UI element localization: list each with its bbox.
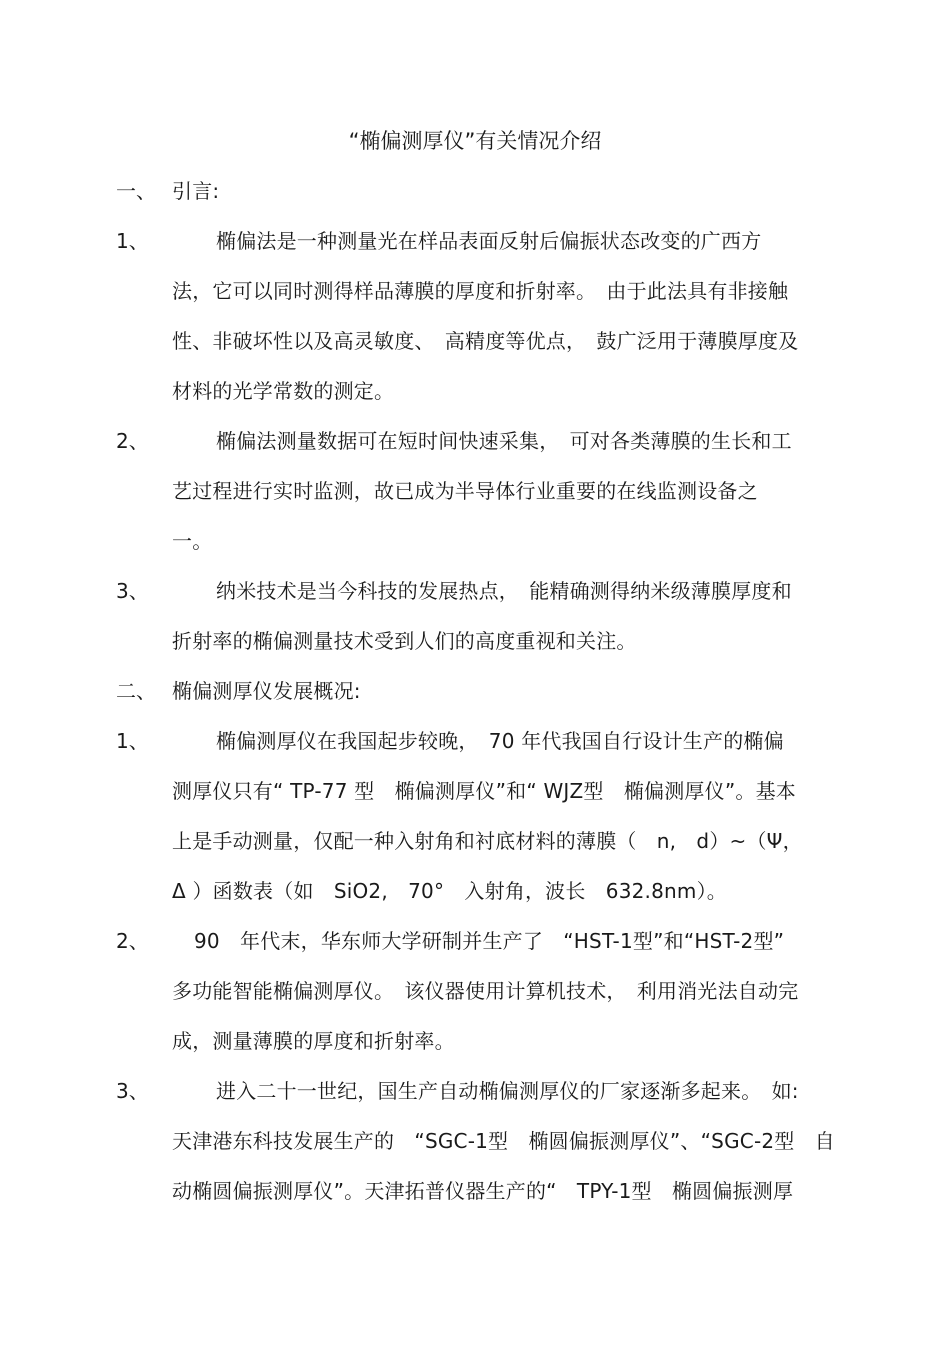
document-title: “椭偏测厚仪”有关情况介绍	[348, 129, 602, 153]
item-marker: 3、	[116, 579, 149, 603]
section-marker: 一、	[116, 179, 156, 203]
paragraph-line: 折射率的椭偏测量技术受到人们的高度重视和关注。	[172, 629, 637, 653]
paragraph-line: 天津港东科技发展生产的 “SGC-1型 椭圆偏振测厚仪”、“SGC-2型 自	[172, 1129, 835, 1153]
paragraph-line: 进入二十一世纪，国生产自动椭偏测厚仪的厂家逐渐多起来。 如:	[216, 1079, 799, 1103]
paragraph-line: Δ ）函数表（如 SiO2, 70° 入射角，波长 632.8nm）。	[172, 879, 727, 903]
paragraph-line: 椭偏测厚仪在我国起步较晚， 70 年代我国自行设计生产的椭偏	[216, 729, 784, 753]
section-marker: 二、	[116, 679, 156, 703]
paragraph-line: 椭偏法测量数据可在短时间快速采集， 可对各类薄膜的生长和工	[216, 429, 792, 453]
section-heading: 引言:	[172, 179, 220, 203]
item-marker: 1、	[116, 229, 149, 253]
paragraph-line: 多功能智能椭偏测厚仪。 该仪器使用计算机技术， 利用消光法自动完	[172, 979, 799, 1003]
paragraph-line: 纳米技术是当今科技的发展热点， 能精确测得纳米级薄膜厚度和	[216, 579, 792, 603]
paragraph-line: 一。	[172, 529, 213, 553]
paragraph-line: 上是手动测量，仅配一种入射角和衬底材料的薄膜（ n, d）~（Ψ，	[172, 829, 803, 853]
paragraph-line: 材料的光学常数的测定。	[172, 379, 395, 403]
paragraph-line: 测厚仪只有“ TP-77 型 椭偏测厚仪”和“ WJZ型 椭偏测厚仪”。基本	[172, 779, 796, 803]
item-marker: 2、	[116, 929, 149, 953]
item-marker: 1、	[116, 729, 149, 753]
item-marker: 2、	[116, 429, 149, 453]
item-marker: 3、	[116, 1079, 149, 1103]
paragraph-line: 90 年代末，华东师大学研制并生产了 “HST-1型”和“HST-2型”	[194, 929, 785, 953]
paragraph-line: 椭偏法是一种测量光在样品表面反射后偏振状态改变的广西方	[216, 229, 762, 253]
paragraph-line: 成，测量薄膜的厚度和折射率。	[172, 1029, 455, 1053]
paragraph-line: 性、非破坏性以及高灵敏度、 高精度等优点， 鼓广泛用于薄膜厚度及	[172, 329, 799, 353]
section-heading: 椭偏测厚仪发展概况:	[172, 679, 361, 703]
paragraph-line: 法，它可以同时测得样品薄膜的厚度和折射率。 由于此法具有非接触	[172, 279, 789, 303]
paragraph-line: 动椭圆偏振测厚仪”。天津拓普仪器生产的“ TPY-1型 椭圆偏振测厚	[172, 1179, 794, 1203]
paragraph-line: 艺过程进行实时监测，故已成为半导体行业重要的在线监测设备之	[172, 479, 758, 503]
